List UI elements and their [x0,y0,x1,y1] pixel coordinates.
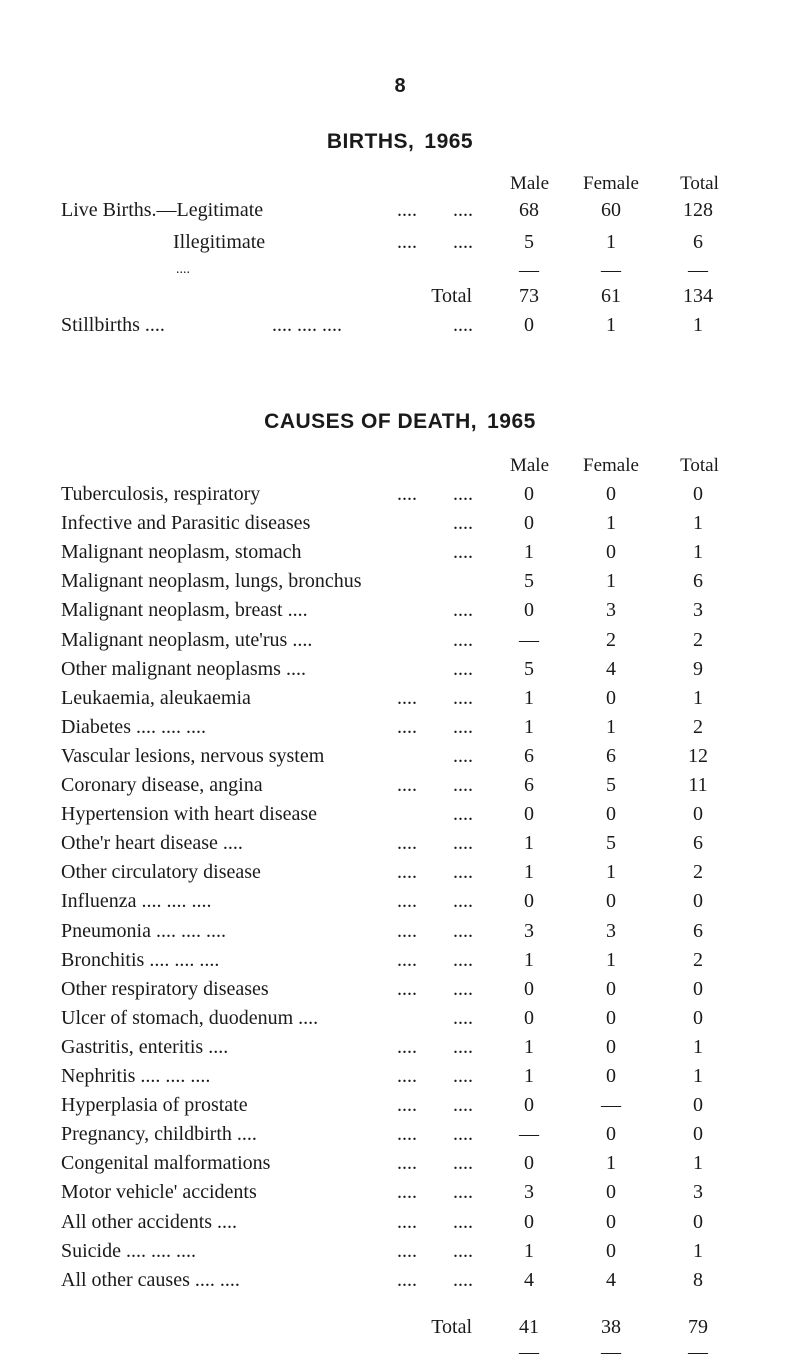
row-leader-dots: .... [453,1094,473,1116]
cause-row [0,569,800,593]
cause-label: Malignant neoplasm, stomach [61,541,302,563]
female-value: 1 [606,949,616,971]
row-leader-dots: .... [397,1065,417,1087]
deaths-col-male: Male [509,455,550,476]
total-value: 1 [693,541,703,563]
cause-row [0,889,800,913]
female-value: — [601,1094,621,1116]
margin-dots: .... [176,262,190,277]
male-value: 1 [524,832,534,854]
row-leader-dots: .... [397,199,417,221]
male-value: 5 [524,570,534,592]
male-value: 0 [524,1094,534,1116]
male-value: 3 [524,1181,534,1203]
male-value: 68 [519,199,539,221]
male-value: 6 [524,774,534,796]
row-leader-dots: .... [453,599,473,621]
cause-label: Vascular lesions, nervous system [61,745,325,767]
row-label: Illegitimate [173,231,266,253]
row-leader-dots: .... [453,1007,473,1029]
total-value: 79 [688,1316,708,1338]
cause-row [0,860,800,884]
male-value: — [519,1123,539,1145]
total-value: 0 [693,803,703,825]
row-leader-dots: .... [397,1036,417,1058]
cause-row [0,1210,800,1234]
cause-label: Hypertension with heart disease [61,803,318,825]
male-value: 0 [524,483,534,505]
births-heading [0,130,800,154]
male-value: 4 [524,1269,534,1291]
births-row-legitimate [0,198,800,222]
row-leader-dots: .... [397,1094,417,1116]
female-value: 0 [606,1181,616,1203]
row-leader-dots: .... [453,483,473,505]
total-value: 134 [683,285,713,307]
row-leader-dots: .... [397,231,417,253]
female-value: 1 [606,570,616,592]
row-leader-dots: .... [453,687,473,709]
births-row-illegitimate [0,230,800,254]
cause-label: All other causes .... .... [61,1269,240,1291]
row-leader-dots: .... [453,199,473,221]
male-value: 0 [524,978,534,1000]
row-leader-dots: .... [453,890,473,912]
female-value: 0 [606,803,616,825]
deaths-heading [0,410,800,434]
row-leader-dots: .... [397,1123,417,1145]
row-leader-dots: .... [453,512,473,534]
total-value: 6 [693,832,703,854]
female-value: 4 [606,658,616,680]
male-value: 0 [524,599,534,621]
deaths-heading-year: 1965 [487,410,536,433]
births-row-total [0,284,800,308]
cause-label: Nephritis .... .... .... [61,1065,211,1087]
row-leader-dots: .... [397,1211,417,1233]
total-value: 1 [693,314,703,336]
cause-row [0,657,800,681]
cause-row [0,1180,800,1204]
male-value: 1 [524,861,534,883]
total-value: 0 [693,978,703,1000]
cause-label: Congenital malformations [61,1152,271,1174]
cause-row [0,802,800,826]
female-value: 1 [606,231,616,253]
cause-row [0,686,800,710]
row-leader-dots: .... [453,658,473,680]
cause-label: Pneumonia .... .... .... [61,920,226,942]
row-leader-dots: .... [397,716,417,738]
cause-row [0,598,800,622]
births-col-male: Male [509,173,550,194]
row-leader-dots: .... [397,687,417,709]
female-value: 5 [606,832,616,854]
female-value: 0 [606,1065,616,1087]
births-heading-title: BIRTHS, [326,130,415,153]
cause-label: Malignant neoplasm, breast .... [61,599,308,621]
cause-row [0,1093,800,1117]
cause-label: Influenza .... .... .... [61,890,212,912]
deaths-col-total: Total [680,455,719,476]
cause-label: Infective and Parasitic diseases [61,512,311,534]
male-value: 5 [524,658,534,680]
female-value: 0 [606,541,616,563]
row-leader-dots: .... [453,231,473,253]
female-value: 1 [606,314,616,336]
cause-label: All other accidents .... [61,1211,238,1233]
row-leader-dots: .... [397,774,417,796]
total-value: 0 [693,1007,703,1029]
cause-row [0,511,800,535]
total-value: 1 [693,687,703,709]
female-value: 3 [606,599,616,621]
row-leader-dots: .... [453,745,473,767]
row-leader-dots: .... [453,774,473,796]
cause-label: Tuberculosis, respiratory [61,483,261,505]
total-value: 128 [683,199,713,221]
rule-mark: — [601,1341,621,1363]
deaths-heading-title: CAUSES OF DEATH, [264,410,478,433]
cause-row [0,1122,800,1146]
cause-label: Ulcer of stomach, duodenum .... [61,1007,319,1029]
row-label: Live Births.—Legitimate [61,199,264,221]
male-value: 1 [524,1240,534,1262]
total-value: 6 [693,570,703,592]
total-value: 0 [693,483,703,505]
rule-mark: — [688,259,708,281]
female-value: 0 [606,687,616,709]
row-leader-dots: .... [397,832,417,854]
female-value: 0 [606,1123,616,1145]
female-value: 1 [606,861,616,883]
total-value: 11 [688,774,708,796]
row-leader-dots: .... [397,1240,417,1262]
cause-row [0,628,800,652]
row-leader-dots: .... [397,949,417,971]
total-value: 0 [693,1123,703,1145]
row-leader-dots: .... [397,920,417,942]
male-value: 6 [524,745,534,767]
births-rule [0,258,800,282]
births-column-headers [0,172,800,196]
total-value: 3 [693,1181,703,1203]
row-leader-dots: .... [453,861,473,883]
row-leader-dots: .... [453,1240,473,1262]
row-leader-dots: .... [453,1036,473,1058]
cause-row [0,831,800,855]
female-value: 1 [606,1152,616,1174]
row-leader-dots: .... [453,1065,473,1087]
cause-row [0,1239,800,1263]
female-value: 0 [606,1007,616,1029]
total-value: 0 [693,1211,703,1233]
rule-mark: — [519,259,539,281]
row-leader-dots: .... [397,1181,417,1203]
female-value: 0 [606,1240,616,1262]
cause-row [0,1006,800,1030]
cause-label: Pregnancy, childbirth .... [61,1123,257,1145]
female-value: 5 [606,774,616,796]
total-value: 6 [693,920,703,942]
deaths-row-total [0,1315,800,1339]
row-leader-dots: .... [453,803,473,825]
total-value: 1 [693,512,703,534]
row-leader-dots: .... [453,716,473,738]
row-label: Total [431,1316,472,1338]
deaths-column-headers [0,454,800,478]
cause-row [0,540,800,564]
male-value: 3 [524,920,534,942]
total-value: 2 [693,629,703,651]
male-value: 1 [524,1036,534,1058]
cause-label: Other circulatory disease [61,861,261,883]
row-leader-dots: .... [453,629,473,651]
male-value: 0 [524,1007,534,1029]
row-leader-dots: .... [453,1123,473,1145]
male-value: 1 [524,949,534,971]
row-leader-dots: .... [453,1152,473,1174]
male-value: 0 [524,512,534,534]
cause-label: Hyperplasia of prostate [61,1094,248,1116]
total-value: 0 [693,890,703,912]
cause-label: Leukaemia, aleukaemia [61,687,251,709]
female-value: 0 [606,1036,616,1058]
cause-label: Othe'r heart disease .... [61,832,243,854]
cause-row [0,744,800,768]
female-value: 0 [606,890,616,912]
row-label: Total [431,285,472,307]
row-leader-dots: .... [453,949,473,971]
male-value: 0 [524,314,534,336]
cause-row [0,1035,800,1059]
male-value: 1 [524,541,534,563]
female-value: 6 [606,745,616,767]
row-leader-dots: .... [453,832,473,854]
cause-label: Gastritis, enteritis .... [61,1036,229,1058]
male-value: 41 [519,1316,539,1338]
cause-label: Suicide .... .... .... [61,1240,196,1262]
total-value: 12 [688,745,708,767]
cause-label: Other respiratory diseases [61,978,269,1000]
total-value: 1 [693,1240,703,1262]
rule-mark: — [688,1341,708,1363]
male-value: 0 [524,1211,534,1233]
row-leader-dots: .... [453,978,473,1000]
births-row-stillbirths [0,313,800,337]
female-value: 0 [606,483,616,505]
male-value: 0 [524,890,534,912]
female-value: 0 [606,1211,616,1233]
male-value: 73 [519,285,539,307]
cause-label: Malignant neoplasm, lungs, bronchus [61,570,362,592]
row-leader-dots: .... [453,1269,473,1291]
row-leader-dots: .... [453,920,473,942]
male-value: 5 [524,231,534,253]
cause-row [0,948,800,972]
female-value: 60 [601,199,621,221]
female-value: 61 [601,285,621,307]
total-value: 2 [693,716,703,738]
cause-row [0,773,800,797]
row-leader-dots: .... [453,314,473,336]
cause-row [0,1064,800,1088]
row-leader-dots: .... [397,890,417,912]
female-value: 2 [606,629,616,651]
male-value: 1 [524,716,534,738]
total-value: 6 [693,231,703,253]
deaths-rule [0,1340,800,1364]
deaths-col-female: Female [583,455,639,476]
row-leader-dots: .... .... .... [272,314,342,336]
row-leader-dots: .... [453,1211,473,1233]
row-leader-dots: .... [397,1269,417,1291]
rule-mark: — [519,1341,539,1363]
male-value: 0 [524,803,534,825]
male-value: — [519,629,539,651]
cause-label: Other malignant neoplasms .... [61,658,306,680]
female-value: 1 [606,512,616,534]
cause-label: Motor vehicle' accidents [61,1181,257,1203]
births-col-total: Total [680,173,719,194]
female-value: 38 [601,1316,621,1338]
cause-label: Bronchitis .... .... .... [61,949,220,971]
row-label: Stillbirths .... [61,314,165,336]
male-value: 0 [524,1152,534,1174]
births-col-female: Female [583,173,639,194]
total-value: 1 [693,1152,703,1174]
female-value: 1 [606,716,616,738]
row-leader-dots: .... [453,541,473,563]
male-value: 1 [524,1065,534,1087]
total-value: 8 [693,1269,703,1291]
births-heading-year: 1965 [424,130,474,153]
row-leader-dots: .... [397,1152,417,1174]
cause-row [0,1268,800,1292]
total-value: 2 [693,949,703,971]
cause-row [0,1151,800,1175]
row-leader-dots: .... [397,978,417,1000]
cause-row [0,977,800,1001]
total-value: 3 [693,599,703,621]
cause-label: Diabetes .... .... .... [61,716,206,738]
cause-row [0,919,800,943]
cause-label: Coronary disease, angina [61,774,263,796]
cause-row [0,482,800,506]
rule-mark: — [601,259,621,281]
cause-label: Malignant neoplasm, ute'rus .... [61,629,313,651]
row-leader-dots: .... [397,483,417,505]
total-value: 1 [693,1036,703,1058]
total-value: 1 [693,1065,703,1087]
female-value: 4 [606,1269,616,1291]
total-value: 9 [693,658,703,680]
row-leader-dots: .... [453,1181,473,1203]
cause-row [0,715,800,739]
total-value: 2 [693,861,703,883]
total-value: 0 [693,1094,703,1116]
row-leader-dots: .... [397,861,417,883]
female-value: 3 [606,920,616,942]
female-value: 0 [606,978,616,1000]
page-number: 8 [394,75,406,97]
male-value: 1 [524,687,534,709]
